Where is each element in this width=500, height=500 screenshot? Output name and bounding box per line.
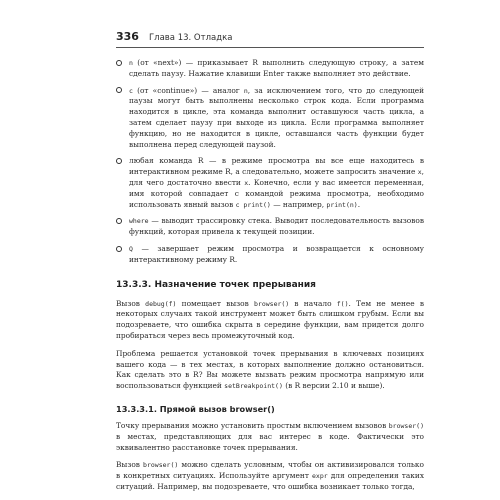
circle-bullet-icon	[116, 60, 122, 66]
list-item-q	[116, 244, 424, 266]
inline-code: debug(f)	[145, 299, 177, 308]
circle-bullet-icon	[116, 218, 122, 224]
inline-code: n	[243, 86, 248, 95]
list-item-text: — например,	[270, 199, 327, 209]
inline-code: Q	[129, 244, 133, 253]
paragraph: Точку прерывания можно установить простым включением вызовов browser() в местах, представляющих для вас интерес в коде. Фактически это эквивалентно расстановке точек прерывания.	[116, 420, 424, 452]
page-number: 336	[116, 30, 139, 43]
inline-code: x	[417, 168, 422, 177]
inline-code: c	[129, 86, 133, 95]
list-item-text: , для чего достаточно ввести	[129, 167, 424, 187]
list-item-text: .	[357, 199, 361, 209]
list-item-any-command	[116, 156, 424, 210]
inline-code: expr	[312, 472, 328, 481]
inline-code: browser()	[388, 421, 424, 430]
list-item-text: — выводит трассировку стека. Выводит последовательность вызовов функций, которая привела к текущей позиции.	[129, 216, 424, 237]
list-item-c	[116, 86, 424, 151]
list-item-text: . Конечно, если у вас имеется переменная, имя которой совпадает с командой режима просмотра, необходимо использовать явный вызов	[129, 177, 424, 209]
paragraph: Проблема решается установкой точек прерывания в ключевых позициях вашего кода — в тех местах, в которых выполнение должно остановиться. Как сделать это в R? Вы можете вызвать режим просмотра напрямую или воспользоваться функцией setBreakpoint() (в R версии 2.10 и выше).	[116, 348, 424, 391]
browser-commands-list	[116, 58, 424, 266]
inline-code: print(n)	[326, 200, 358, 209]
list-item-n	[116, 58, 424, 80]
circle-bullet-icon	[116, 87, 122, 93]
list-item-text: — завершает режим просмотра и возвращается к основному интерактивному режиму R.	[129, 243, 424, 264]
inline-code: f()	[336, 299, 349, 308]
inline-code: browser()	[254, 299, 290, 308]
list-item-text: , за исключением того, что до следующей паузы могут быть выполнены несколько строк кода. Если программа находится в цикле, эта команда выполнит оставшуюся часть цикла, а затем сделает паузу при выходе из цикла. Если программа выполняет функцию, но не находится в цикле, оставшаяся часть функции будет выполнена перед следующей паузой.	[129, 85, 424, 149]
list-item-text: (от «continue») — аналог	[132, 85, 244, 95]
paragraph: Вызов debug(f) помещает вызов browser() в начало f(). Тем не менее в некоторых случаях такой инструмент может быть слишком грубым. Если вы подозреваете, что ошибка скрыта в середине функции, вам придется долго пробираться через весь промежуточный код.	[116, 298, 424, 340]
inline-code: x	[244, 178, 249, 187]
inline-code: browser()	[143, 461, 179, 470]
inline-code: n	[129, 59, 133, 67]
paragraph: Вызов browser() можно сделать условным, чтобы он активизировался только в конкретных ситуациях. Используйте аргумент expr для определения таких ситуаций. Например, вы подозреваете, что ошибка возникает только тогда,	[116, 460, 424, 491]
chapter-title: Глава 13. Отладка	[148, 33, 233, 43]
subsection-heading: 13.3.3.1. Прямой вызов browser()	[116, 403, 275, 414]
section-heading: 13.3.3. Назначение точек прерывания	[116, 279, 316, 290]
list-item-text: любая команда R — в режиме просмотра вы все еще находитесь в интерактивном режиме R, а следовательно, можете запросить значение	[129, 156, 424, 177]
inline-code: where	[129, 217, 149, 226]
inline-code: setBreakpoint()	[224, 382, 283, 391]
list-item-where	[116, 216, 424, 238]
circle-bullet-icon	[116, 158, 122, 164]
circle-bullet-icon	[116, 246, 122, 252]
list-item-text: (от «next») — приказывает R выполнить следующую строку, а затем сделать паузу. Нажатие клавиши Enter также выполняет это действие.	[129, 58, 424, 78]
running-head	[116, 30, 424, 48]
inline-code: c print()	[235, 200, 271, 209]
